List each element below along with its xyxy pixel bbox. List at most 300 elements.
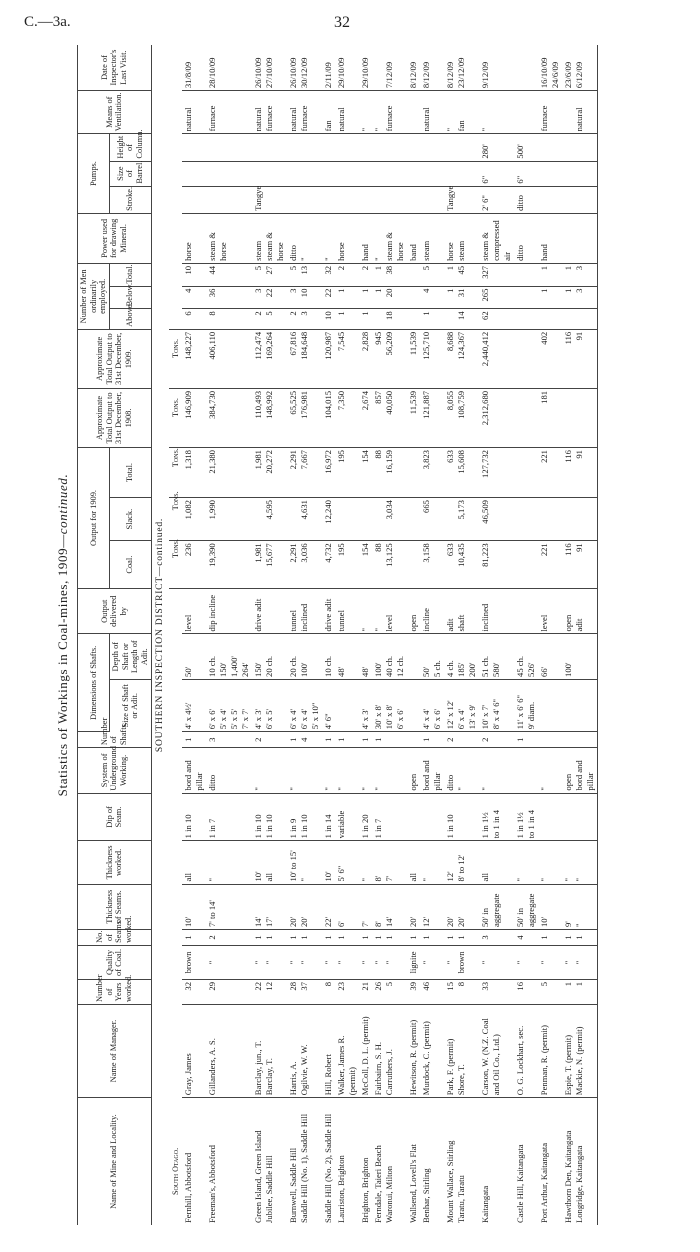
table-row: [182, 45, 206, 1225]
cell-total: 88 16,159: [372, 448, 407, 498]
cell-coal: 633 10,435: [444, 541, 479, 589]
cell-shafts: 1: [514, 732, 538, 748]
cell-below: [407, 286, 420, 309]
cell-years: 22 12: [252, 979, 287, 1004]
cell-quality: brown: [182, 945, 206, 979]
cell-depth: 10 ch.: [322, 634, 335, 679]
cell-men: 5 13: [287, 263, 322, 286]
cell-above: 10: [322, 309, 335, 329]
cell-vent: natural furnace: [287, 91, 322, 134]
cell-worked: ": [538, 841, 562, 884]
cell-above: [562, 309, 598, 329]
cell-men: 10: [182, 263, 206, 286]
cell-seams: 1: [335, 929, 359, 945]
cell-coal: [407, 541, 420, 589]
cell-slack: [407, 498, 420, 541]
cell-t1909: 945 56,209: [372, 329, 407, 388]
cell-size: 30' x 8' 10' x 8' 6' x 6': [372, 679, 407, 731]
cell-system: ": [322, 748, 335, 793]
title-text: Statistics of Workings in Coal-mines, 1909—: [55, 534, 70, 797]
col-output-1909: Output for 1909.: [78, 448, 110, 589]
cell-coal: 195: [335, 541, 359, 589]
cell-size: [335, 679, 359, 731]
cell-total: [514, 448, 538, 498]
cell-worked: ": [420, 841, 444, 884]
col-thick-worked: Thickness worked.: [78, 841, 152, 884]
cell-depth: 20 ch. 100': [287, 634, 322, 679]
cell-worked: 10' all: [252, 841, 287, 884]
cell-date: [514, 45, 538, 91]
cell-vent: [407, 91, 420, 134]
cell-coal: 81,223: [479, 541, 514, 589]
section-heading: SOUTHERN INSPECTION DISTRICT—continued.: [154, 517, 165, 753]
cell-barrel: [359, 161, 372, 186]
unit-1908: Tons.: [169, 388, 182, 447]
cell-column: 280': [479, 134, 514, 161]
cell-t1909: 7,545: [335, 329, 359, 388]
cell-dip: 1 in 1½ to 1 in 4: [479, 793, 514, 841]
cell-years: 1 1: [562, 979, 598, 1004]
cell-column: [206, 134, 252, 161]
cell-manager: Hewitson, R. (permit): [407, 1004, 420, 1097]
cell-slack: [562, 498, 598, 541]
cell-depth: 48': [359, 634, 372, 679]
cell-quality: " ": [287, 945, 322, 979]
cell-power: " steam & horse: [372, 213, 407, 263]
col-total-1909: Approximate Total Output to 31st December, 1909.: [78, 329, 152, 388]
cell-thick: 22': [322, 884, 335, 929]
cell-quality: lignite: [407, 945, 420, 979]
cell-stroke: [322, 186, 335, 213]
cell-name: Lauriston, Brighton: [335, 1155, 346, 1223]
col-below: Below.: [109, 286, 151, 309]
cell-system: ": [479, 748, 514, 793]
cell-by: inclined: [479, 589, 514, 634]
cell-barrel: [420, 161, 444, 186]
cell-stroke: [359, 186, 372, 213]
cell-t1909: 406,110: [206, 329, 252, 388]
cell-by: drive adit: [322, 589, 335, 634]
cell-depth: 51 ch. 580': [479, 634, 514, 679]
cell-date: 2/11/09: [322, 45, 335, 91]
cell-system: bord and pillar: [420, 748, 444, 793]
cell-quality: ": [479, 945, 514, 979]
cell-stroke: Tangye: [252, 186, 287, 213]
cell-barrel: [206, 161, 252, 186]
cell-thick: 6': [335, 884, 359, 929]
district-row: [169, 45, 182, 1225]
cell-dip: 1 in 20: [359, 793, 372, 841]
cell-t1909: 148,227: [182, 329, 206, 388]
cell-thick: 8' 14': [372, 884, 407, 929]
cell-t1909: 116 91: [562, 329, 598, 388]
cell-above: 18: [372, 309, 407, 329]
unit-coal: Tons.: [169, 541, 182, 589]
cell-coal: 4,732: [322, 541, 335, 589]
cell-stroke: [335, 186, 359, 213]
cell-stroke: [407, 186, 420, 213]
cell-t1908: 857 40,050: [372, 388, 407, 447]
cell-above: 14: [444, 309, 479, 329]
cell-power: steam steam & horse: [252, 213, 287, 263]
cell-shafts: 2: [252, 732, 287, 748]
col-ventilation: Means of Ventilation.: [78, 91, 152, 134]
cell-total: 116 91: [562, 448, 598, 498]
cell-system: ": [335, 748, 359, 793]
title-suffix: continued.: [55, 473, 70, 535]
cell-slack: [538, 498, 562, 541]
cell-by: tunnel inclined: [287, 589, 322, 634]
cell-date: 28/10/09: [206, 45, 252, 91]
cell-t1908: 121,887: [420, 388, 444, 447]
cell-years: 33: [479, 979, 514, 1004]
cell-stroke: [372, 186, 407, 213]
cell-worked: all: [479, 841, 514, 884]
cell-years: 26 5: [372, 979, 407, 1004]
cell-vent: " fan: [444, 91, 479, 134]
col-coal: Coal.: [109, 541, 151, 589]
cell-stroke: [420, 186, 444, 213]
cell-total: 195: [335, 448, 359, 498]
cell-above: 1: [420, 309, 444, 329]
cell-below: 1: [335, 286, 359, 309]
cell-t1909: 402: [538, 329, 562, 388]
cell-worked: 10': [322, 841, 335, 884]
cell-shafts: 2: [479, 732, 514, 748]
cell-coal: [514, 541, 538, 589]
col-shafts: Number of Shafts.: [78, 732, 152, 748]
cell-t1908: 2,674: [359, 388, 372, 447]
cell-shafts: [538, 732, 562, 748]
cell-total: 221: [538, 448, 562, 498]
cell-column: [562, 134, 598, 161]
cell-column: [359, 134, 372, 161]
cell-slack: 4,631: [287, 498, 322, 541]
cell-years: 46: [420, 979, 444, 1004]
cell-vent: " furnace: [372, 91, 407, 134]
cell-seams: 1: [538, 929, 562, 945]
cell-name: Ferndale, Taieri Beach Waronui, Milton: [372, 1145, 394, 1223]
cell-total: 3,823: [420, 448, 444, 498]
cell-by: open: [407, 589, 420, 634]
cell-column: 500': [514, 134, 538, 161]
cell-slack: [359, 498, 372, 541]
col-men: Number of Men ordinarily employed.: [78, 263, 110, 329]
cell-thick: 50' in aggregate: [514, 884, 538, 929]
cell-name: Green Island, Green Island Jubilee, Saddle Hill: [252, 1130, 274, 1223]
cell-column: [287, 134, 322, 161]
cell-manager: Gillanders, A. S.: [206, 1004, 252, 1097]
cell-men: 5 27: [252, 263, 287, 286]
cell-name: Burnwell, Saddle Hill Saddle Hill (No. 1), Saddle Hill: [287, 1113, 309, 1223]
cell-t1908: 104,015: [322, 388, 335, 447]
cell-men: [407, 263, 420, 286]
cell-above: [514, 309, 538, 329]
cell-years: 8: [322, 979, 335, 1004]
coal-mines-table: [77, 45, 598, 1225]
cell-system: ": [287, 748, 322, 793]
cell-depth: 48': [335, 634, 359, 679]
cell-date: 29/10/09: [359, 45, 372, 91]
table-row: [538, 45, 562, 1225]
cell-depth: 50' 5 ch.: [420, 634, 444, 679]
cell-men: 32: [322, 263, 335, 286]
cell-column: [322, 134, 335, 161]
cell-shafts: [562, 732, 598, 748]
cell-years: 23: [335, 979, 359, 1004]
cell-dip: 1 in 10: [444, 793, 479, 841]
cell-size: [562, 679, 598, 731]
col-inspected: Date of Inspector's Last Visit.: [78, 45, 152, 91]
cell-seams: 1: [322, 929, 335, 945]
cell-dip: 1 in 9 1 in 10: [287, 793, 322, 841]
cell-quality: ": [206, 945, 252, 979]
cell-by: drive adit: [252, 589, 287, 634]
cell-quality: " ": [372, 945, 407, 979]
cell-men: [514, 263, 538, 286]
cell-depth: 66': [538, 634, 562, 679]
cell-manager: Murdock, C. (permit): [420, 1004, 444, 1097]
table-row: [206, 45, 252, 1225]
cell-above: 2 5: [252, 309, 287, 329]
col-years: Number of Years worked.: [78, 979, 152, 1004]
cell-depth: 50': [182, 634, 206, 679]
cell-slack: 1,082: [182, 498, 206, 541]
cell-t1908: 146,909: [182, 388, 206, 447]
cell-date: 26/10/09 27/10/09: [252, 45, 287, 91]
cell-total: 154: [359, 448, 372, 498]
cell-name: Wallsend, Lovell's Flat: [407, 1144, 418, 1223]
cell-name: Saddle Hill (No. 2), Saddle Hill: [322, 1113, 333, 1223]
col-total-1908: Approximate Total Output to 31st December, 1908.: [78, 388, 152, 447]
cell-slack: 5,173: [444, 498, 479, 541]
table-row: [287, 45, 322, 1225]
cell-date: 9/12/09: [479, 45, 514, 91]
cell-depth: 100': [562, 634, 598, 679]
cell-column: [538, 134, 562, 161]
table-header: [78, 45, 152, 1225]
cell-t1908: 8,055 108,759: [444, 388, 479, 447]
cell-worked: 12' 8' to 12': [444, 841, 479, 884]
cell-name: Fernhill, Abbotsford: [182, 1152, 193, 1223]
cell-by: adit shaft: [444, 589, 479, 634]
cell-shafts: 1 4: [287, 732, 322, 748]
col-pumps: Pumps.: [78, 134, 110, 214]
cell-manager: Espie, T. (permit) Mackie, N. (permit): [562, 1004, 598, 1097]
cell-vent: furnace: [206, 91, 252, 134]
cell-by: incline: [420, 589, 444, 634]
table-row: [252, 45, 287, 1225]
cell-worked: all: [407, 841, 420, 884]
cell-size: 4' x 4' 6' x 6': [420, 679, 444, 731]
table-row: [407, 45, 420, 1225]
cell-manager: McColl, D. L. (permit): [359, 1004, 372, 1097]
cell-shafts: 1: [372, 732, 407, 748]
cell-column: [252, 134, 287, 161]
table-row: [420, 45, 444, 1225]
cell-depth: 10 ch. 150' 1,400' 264': [206, 634, 252, 679]
cell-worked: ": [514, 841, 538, 884]
cell-date: 23/6/09 6/12/09: [562, 45, 598, 91]
cell-barrel: [322, 161, 335, 186]
cell-t1908: 7,350: [335, 388, 359, 447]
cell-date: 7/12/09: [372, 45, 407, 91]
cell-t1909: 8,688 124,367: [444, 329, 479, 388]
cell-thick: 9' ": [562, 884, 598, 929]
table-row: [335, 45, 359, 1225]
cell-thick: 7' to 14': [206, 884, 252, 929]
col-men-total: Total.: [109, 263, 151, 286]
cell-stroke: [182, 186, 206, 213]
cell-power: steam & horse: [206, 213, 252, 263]
cell-seams: 1: [359, 929, 372, 945]
cell-men: 2: [335, 263, 359, 286]
cell-name: Benhar, Stirling: [420, 1168, 431, 1223]
cell-manager: Fairbairn, S. H. Carruthers, J.: [372, 1004, 407, 1097]
cell-size: 4' x 4½': [182, 679, 206, 731]
cell-t1908: [514, 388, 538, 447]
cell-years: 5: [538, 979, 562, 1004]
cell-above: 1: [335, 309, 359, 329]
table-row: [372, 45, 407, 1225]
col-quality: Quality of Coal.: [78, 945, 152, 979]
cell-depth: [407, 634, 420, 679]
cell-seams: 3: [479, 929, 514, 945]
cell-barrel: [372, 161, 407, 186]
col-dimensions: Dimensions of Shafts.: [78, 634, 110, 732]
col-seams-thick: Thickness of Seams.: [78, 884, 152, 929]
cell-vent: natural: [335, 91, 359, 134]
cell-below: 36: [206, 286, 252, 309]
cell-dip: 1 in 1½ to 1 in 4: [514, 793, 538, 841]
table-row: [322, 45, 335, 1225]
cell-depth: 150' 20 ch.: [252, 634, 287, 679]
cell-manager: Carson, W. (N.Z. Coal and Oil Co., Ltd.): [479, 1004, 514, 1097]
cell-name: Kaitangata: [479, 1185, 490, 1223]
cell-barrel: 6": [479, 161, 514, 186]
cell-thick: 7': [359, 884, 372, 929]
cell-total: 633 15,608: [444, 448, 479, 498]
cell-size: 4' 6": [322, 679, 335, 731]
cell-years: 15 8: [444, 979, 479, 1004]
cell-below: 4: [182, 286, 206, 309]
cell-column: [182, 134, 206, 161]
cell-manager: O. G. Lockhart, sec.: [514, 1004, 538, 1097]
cell-dip: variable: [335, 793, 359, 841]
cell-t1908: 384,730: [206, 388, 252, 447]
cell-total: 21,380: [206, 448, 252, 498]
cell-barrel: [252, 161, 287, 186]
cell-name: Brighton, Brighton: [359, 1157, 370, 1223]
cell-dip: 1 in 10: [182, 793, 206, 841]
cell-men: 5: [420, 263, 444, 286]
table-body: [151, 45, 597, 1225]
cell-vent: furnace: [538, 91, 562, 134]
cell-quality: " ": [562, 945, 598, 979]
cell-date: 31/8/09: [182, 45, 206, 91]
col-barrel: Size of Barrel.: [109, 161, 151, 186]
cell-total: 16,972: [322, 448, 335, 498]
cell-t1909: 67,816 184,648: [287, 329, 322, 388]
cell-thick: 20': [407, 884, 420, 929]
col-stroke: Stroke.: [109, 186, 151, 213]
cell-by: " level: [372, 589, 407, 634]
cell-slack: 665: [420, 498, 444, 541]
cell-below: 1: [538, 286, 562, 309]
cell-t1909: 2,828: [359, 329, 372, 388]
col-manager: Name of Manager.: [78, 1004, 152, 1097]
col-column: Height of Column.: [109, 134, 151, 161]
cell-date: 8/12/09: [407, 45, 420, 91]
cell-slack: 12,240: [322, 498, 335, 541]
cell-power: horse steam: [444, 213, 479, 263]
cell-by: [514, 589, 538, 634]
cell-name: Castle Hill, Kaitangata: [514, 1144, 525, 1223]
cell-stroke: [538, 186, 562, 213]
cell-men: 1: [538, 263, 562, 286]
cell-power: hand: [359, 213, 372, 263]
cell-t1909: [514, 329, 538, 388]
cell-dip: [562, 793, 598, 841]
col-dip: Dip of Seam.: [78, 793, 152, 841]
cell-date: 8/12/09: [420, 45, 444, 91]
cell-manager: Gray, James: [182, 1004, 206, 1097]
cell-seams: 1 1: [252, 929, 287, 945]
cell-vent: natural: [420, 91, 444, 134]
cell-worked: 5' 6": [335, 841, 359, 884]
cell-size: [538, 679, 562, 731]
cell-t1908: 11,539: [407, 388, 420, 447]
cell-power: ditto ": [287, 213, 322, 263]
cell-t1909: 120,987: [322, 329, 335, 388]
cell-thick: 20' 20': [287, 884, 322, 929]
cell-years: 39: [407, 979, 420, 1004]
table-row: [479, 45, 514, 1225]
cell-men: 1 38: [372, 263, 407, 286]
cell-manager: Walker, James R. (permit): [335, 1004, 359, 1097]
cell-seams: 2: [206, 929, 252, 945]
cell-size: 4' x 3' 6' x 5': [252, 679, 287, 731]
cell-t1908: 110,493 148,992: [252, 388, 287, 447]
cell-above: 1: [359, 309, 372, 329]
cell-above: 6: [182, 309, 206, 329]
cell-barrel: 6": [514, 161, 538, 186]
cell-dip: [538, 793, 562, 841]
cell-depth: 45 ch. 526': [514, 634, 538, 679]
cell-vent: fan: [322, 91, 335, 134]
cell-date: 26/10/09 30/12/09: [287, 45, 322, 91]
cell-vent: natural: [562, 91, 598, 134]
cell-barrel: [182, 161, 206, 186]
cell-name: Mount Wallace, Stirling Taratu, Taratu: [444, 1140, 466, 1223]
table-row: [514, 45, 538, 1225]
cell-seams: 4: [514, 929, 538, 945]
cell-dip: [420, 793, 444, 841]
cell-size: 11' x 6' 6" 9' diam.: [514, 679, 538, 731]
cell-men: 1 45: [444, 263, 479, 286]
cell-above: 62: [479, 309, 514, 329]
cell-dip: 1 in 7: [206, 793, 252, 841]
district-heading: South Otago.: [170, 1147, 180, 1195]
cell-above: [407, 309, 420, 329]
cell-thick: 20' 20': [444, 884, 479, 929]
cell-below: 3 10: [287, 286, 322, 309]
cell-below: 4: [420, 286, 444, 309]
cell-by: open adit: [562, 589, 598, 634]
cell-worked: 10' to 15' ": [287, 841, 322, 884]
cell-t1909: 112,474 169,264: [252, 329, 287, 388]
cell-seams: 1: [182, 929, 206, 945]
